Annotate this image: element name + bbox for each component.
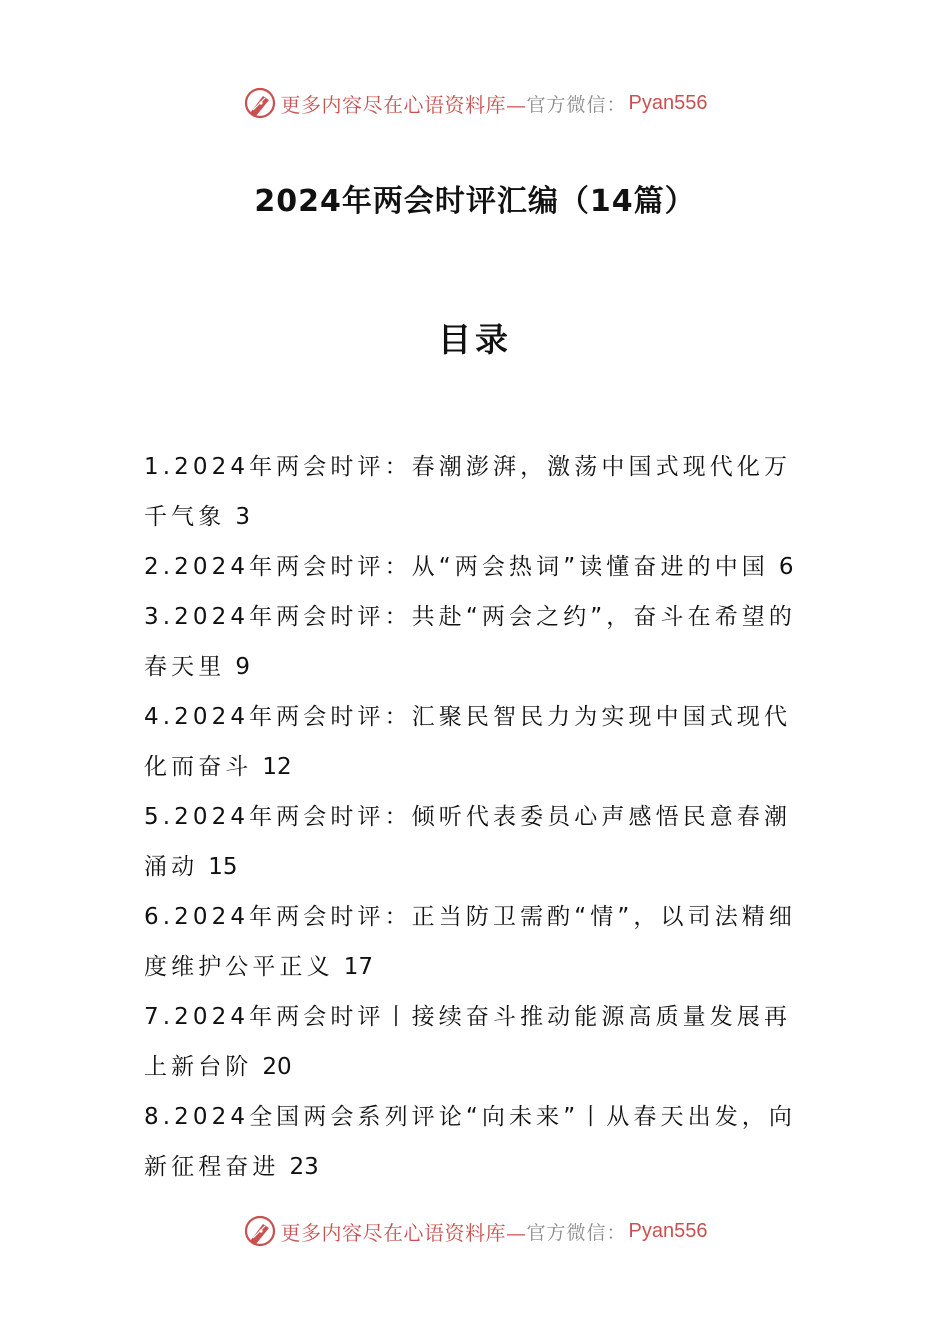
table-of-contents <box>144 442 808 1192</box>
toc-item[interactable] <box>144 992 808 1092</box>
toc-item-page: 6 <box>778 554 794 580</box>
header-watermark <box>0 83 950 123</box>
toc-item-page: 20 <box>262 1054 292 1080</box>
toc-item-title: 6.2024年两会时评：正当防卫需酌“情”，以司法精细度维护公平正义 <box>144 904 797 980</box>
toc-item[interactable] <box>144 892 808 992</box>
watermark-text: 更多内容尽在心语资料库— <box>280 1220 527 1245</box>
toc-item-title: 1.2024年两会时评：春潮澎湃，激荡中国式现代化万千气象 <box>144 454 792 530</box>
toc-item-page: 17 <box>343 954 373 980</box>
toc-item[interactable] <box>144 442 808 542</box>
toc-item-title: 2.2024年两会时评：从“两会热词”读懂奋进的中国 <box>144 554 769 580</box>
toc-item[interactable] <box>144 1092 808 1192</box>
toc-item-title: 4.2024年两会时评：汇聚民智民力为实现中国式现代化而奋斗 <box>144 704 792 780</box>
toc-heading: 目录 <box>438 320 512 359</box>
toc-item-page: 9 <box>235 654 250 680</box>
toc-item-title: 8.2024全国两会系列评论“向未来”丨从春天出发，向新征程奋进 <box>144 1104 797 1180</box>
watermark-wechat-id: Pyan556 <box>628 1219 708 1242</box>
pen-nib-logo-icon <box>243 1214 277 1248</box>
watermark-wechat-label: 官方微信： <box>526 93 627 116</box>
toc-item[interactable] <box>144 592 808 692</box>
watermark-wechat-label: 官方微信： <box>526 1221 627 1244</box>
toc-item-page: 3 <box>235 504 250 530</box>
toc-item-title: 3.2024年两会时评：共赴“两会之约”，奋斗在希望的春天里 <box>144 604 797 680</box>
document-title: 2024年两会时评汇编（14篇） <box>254 184 696 219</box>
toc-item-title: 7.2024年两会时评丨接续奋斗推动能源高质量发展再上新台阶 <box>144 1004 792 1080</box>
pen-nib-logo-icon <box>243 86 277 120</box>
footer-watermark <box>0 1211 950 1251</box>
toc-item[interactable] <box>144 692 808 792</box>
toc-item[interactable] <box>144 542 808 592</box>
toc-item-page: 12 <box>262 754 292 780</box>
toc-item-page: 23 <box>289 1154 319 1180</box>
toc-item[interactable] <box>144 792 808 892</box>
toc-item-page: 15 <box>208 854 238 880</box>
watermark-text: 更多内容尽在心语资料库— <box>280 92 527 117</box>
toc-item-title: 5.2024年两会时评：倾听代表委员心声感悟民意春潮涌动 <box>144 804 792 880</box>
watermark-wechat-id: Pyan556 <box>628 91 708 114</box>
